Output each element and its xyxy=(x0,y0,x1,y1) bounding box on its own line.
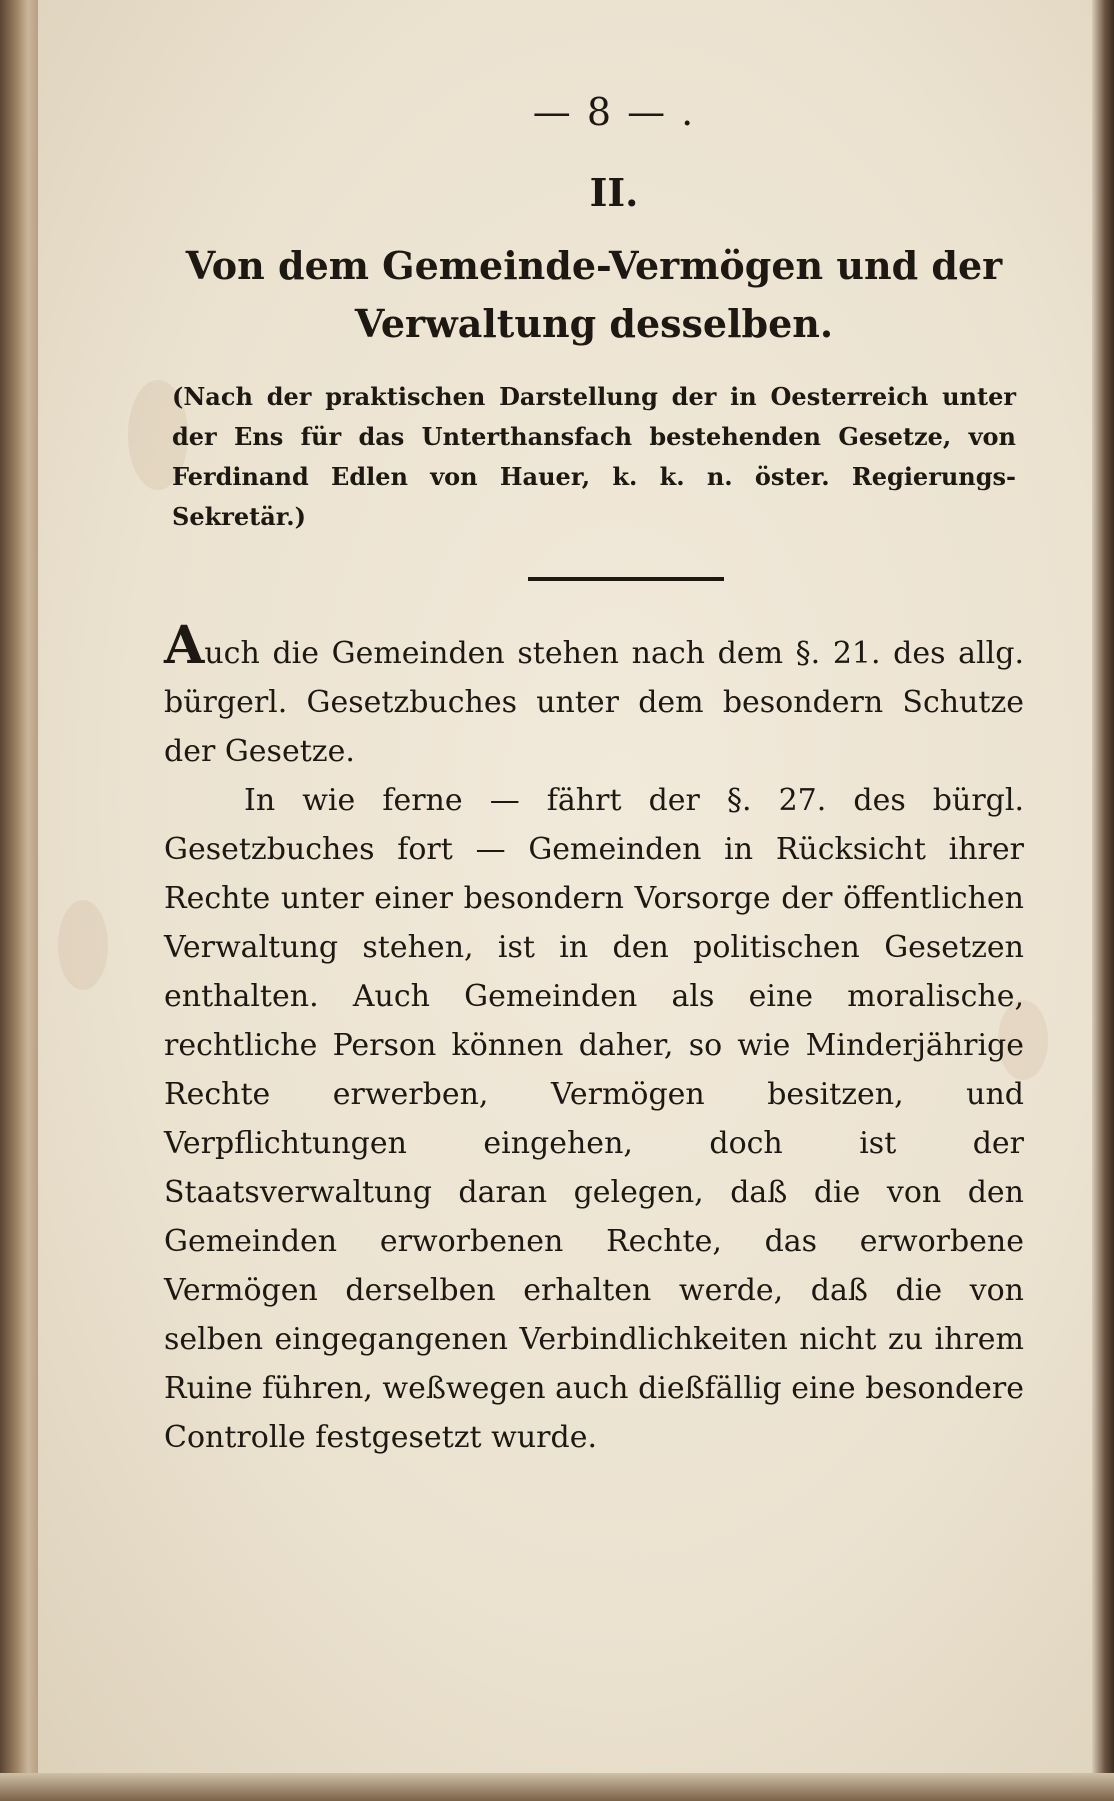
section-number: II. xyxy=(589,170,639,215)
page-content xyxy=(164,90,1024,1462)
book-page-bottom-edge xyxy=(0,1773,1114,1801)
paragraph-2: In wie ferne — fährt der §. 27. des bürgl. Gesetzbuches fort — Gemeinden in Rücksicht ihrer Rechte unter einer besondern Vorsorge der öffentlichen Verwaltung stehen, ist in den politischen Gesetzen enthalten. Auch Gemeinden als eine moralische, rechtliche Person können daher, so wie Minderjährige Rechte erwerben, Vermögen besitzen, und Verpflichtungen eingehen, doch ist der Staatsverwaltung daran gelegen, daß die von den Gemeinden erworbenen Rechte, das erworbene Vermögen derselben erhalten werde, daß die von selben eingegangenen Verbindlichkeiten nicht zu ihrem Ruine führen, weßwegen auch dießfällig eine besondere Controlle festgesetzt wurde. xyxy=(164,783,1024,1455)
page-number: — 8 — . xyxy=(532,90,696,134)
source-note: (Nach der praktischen Darstellung der in Oesterreich unter der Ens für das Unterthansfach bestehenden Gesetze, von Ferdinand Edlen von Hauer, k. k. n. öster. Regierungs-Sekretär.) xyxy=(172,382,1016,531)
paper-stain xyxy=(58,900,108,990)
book-binding-left-edge xyxy=(0,0,40,1801)
paragraph-1: Auch die Gemeinden stehen nach dem §. 21. des allg. bürgerl. Gesetzbuches unter dem besondern Schutze der Gesetze. xyxy=(164,615,1024,769)
book-binding-right-edge xyxy=(1092,0,1114,1801)
section-title: Von dem Gemeinde-Vermögen und der Verwaltung desselben. xyxy=(185,243,1003,346)
horizontal-rule xyxy=(528,577,724,581)
